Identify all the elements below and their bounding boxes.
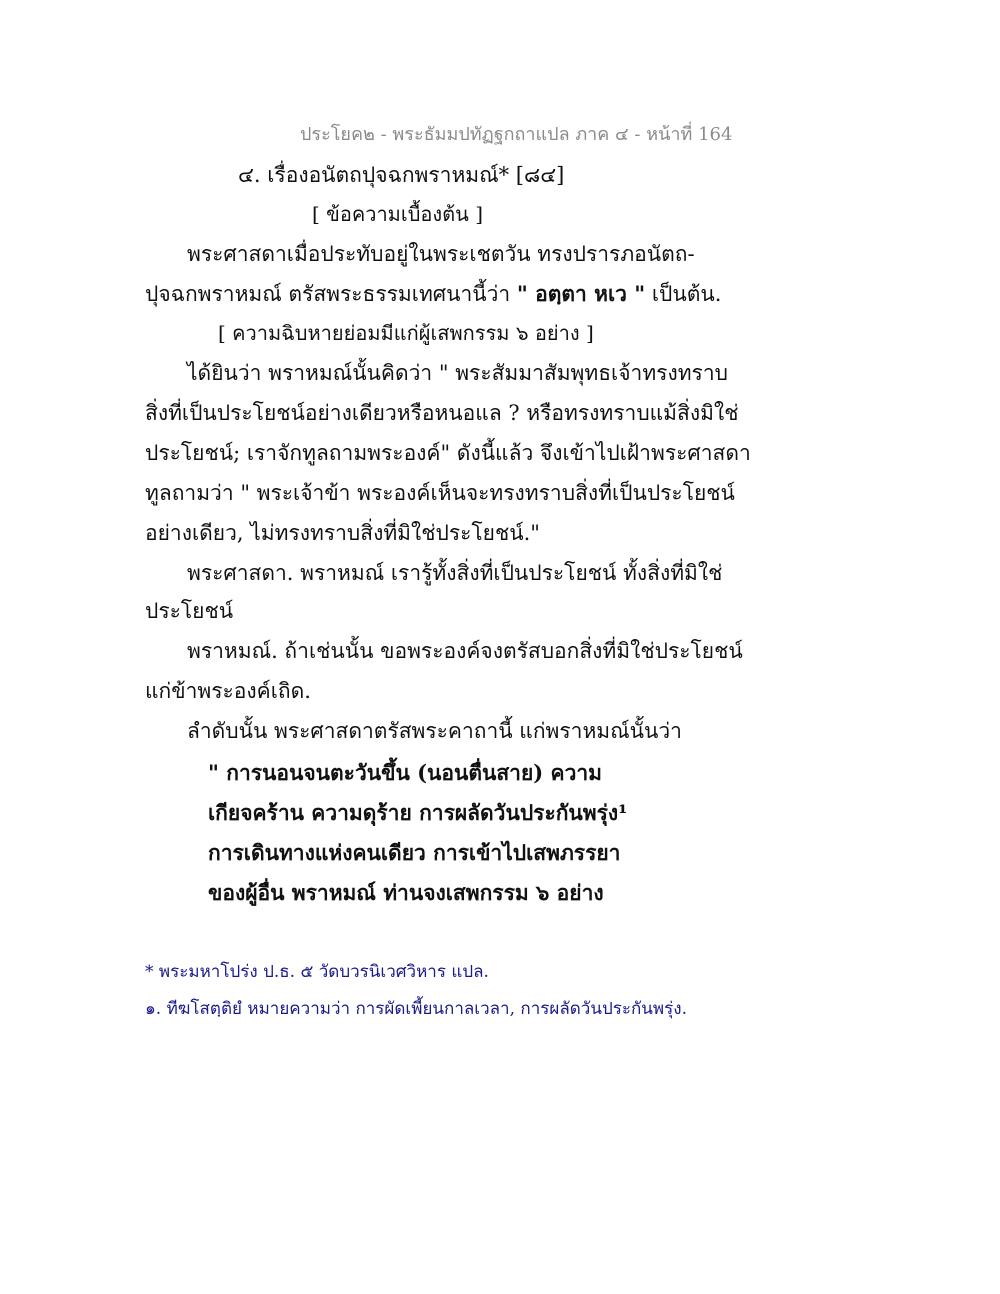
para1-line2: [145, 279, 721, 309]
section-heading: [ ความฉิบหายย่อมมีแก่ผู้เสพกรรม ๖ อย่าง ]: [218, 321, 594, 345]
subtitle: [ ข้อความเบื้องต้น ]: [312, 202, 483, 226]
verse-line: " การนอนจนตะวันขึ้น (นอนตื่นสาย) ความ: [208, 760, 602, 785]
quoted-term: " อตฺตา หเว ": [516, 281, 646, 306]
para2-line: สิ่งที่เป็นประโยชน์อย่างเดียวหรือหนอแล ? หรือทรงทราบแม้สิ่งมิใช่: [145, 401, 739, 425]
para1-line2-pre: ปุจฉกพราหมณ์ ตรัสพระธรรมเทศนานี้ว่า: [145, 282, 517, 306]
para1-line2-post: เป็นต้น.: [645, 282, 722, 306]
verse-line: เกียจคร้าน ความดุร้าย การผลัดวันประกันพรุ่ง¹: [208, 800, 628, 825]
story-title: ๔. เรื่องอนัตถปุจฉกพราหมณ์* [๘๔]: [238, 163, 565, 187]
para2-line: ได้ยินว่า พราหมณ์นั้นคิดว่า " พระสัมมาสัมพุทธเจ้าทรงทราบ: [187, 361, 728, 385]
para2-line: อย่างเดียว, ไม่ทรงทราบสิ่งที่มิใช่ประโยชน์.": [145, 521, 540, 545]
para4-line: พราหมณ์. ถ้าเช่นนั้น ขอพระองค์จงตรัสบอกสิ่งที่มิใช่ประโยชน์: [187, 639, 743, 663]
para3-line: พระศาสดา. พราหมณ์ เรารู้ทั้งสิ่งที่เป็นประโยชน์ ทั้งสิ่งที่มิใช่: [187, 561, 723, 585]
para3-line: ประโยชน์: [145, 599, 234, 623]
para4-line: แก่ข้าพระองค์เถิด.: [145, 679, 311, 703]
para5-line: ลำดับนั้น พระศาสดาตรัสพระคาถานี้ แก่พราหมณ์นั้นว่า: [187, 719, 682, 743]
footnote: ๑. ทีฆโสตฺติยํ หมายความว่า การผัดเพี้ยนกาลเวลา, การผลัดวันประกันพรุ่ง.: [145, 999, 687, 1019]
page-header: ประโยค๒ - พระธัมมปทัฏฐกถาแปล ภาค ๔ - หน้าที่ 164: [300, 124, 733, 145]
footnote: * พระมหาโปร่ง ป.ธ. ๕ วัดบวรนิเวศวิหาร แปล.: [145, 962, 489, 982]
para2-line: ทูลถามว่า " พระเจ้าข้า พระองค์เห็นจะทรงทราบสิ่งที่เป็นประโยชน์: [145, 481, 735, 505]
para1-line1: พระศาสดาเมื่อประทับอยู่ในพระเชตวัน ทรงปรารภอนัตถ-: [187, 242, 695, 266]
verse-line: การเดินทางแห่งคนเดียว การเข้าไปเสพภรรยา: [208, 840, 621, 865]
para2-line: ประโยชน์; เราจักทูลถามพระองค์" ดังนี้แล้ว จึงเข้าไปเฝ้าพระศาสดา: [145, 441, 751, 465]
verse-line: ของผู้อื่น พราหมณ์ ท่านจงเสพกรรม ๖ อย่าง: [208, 880, 604, 905]
